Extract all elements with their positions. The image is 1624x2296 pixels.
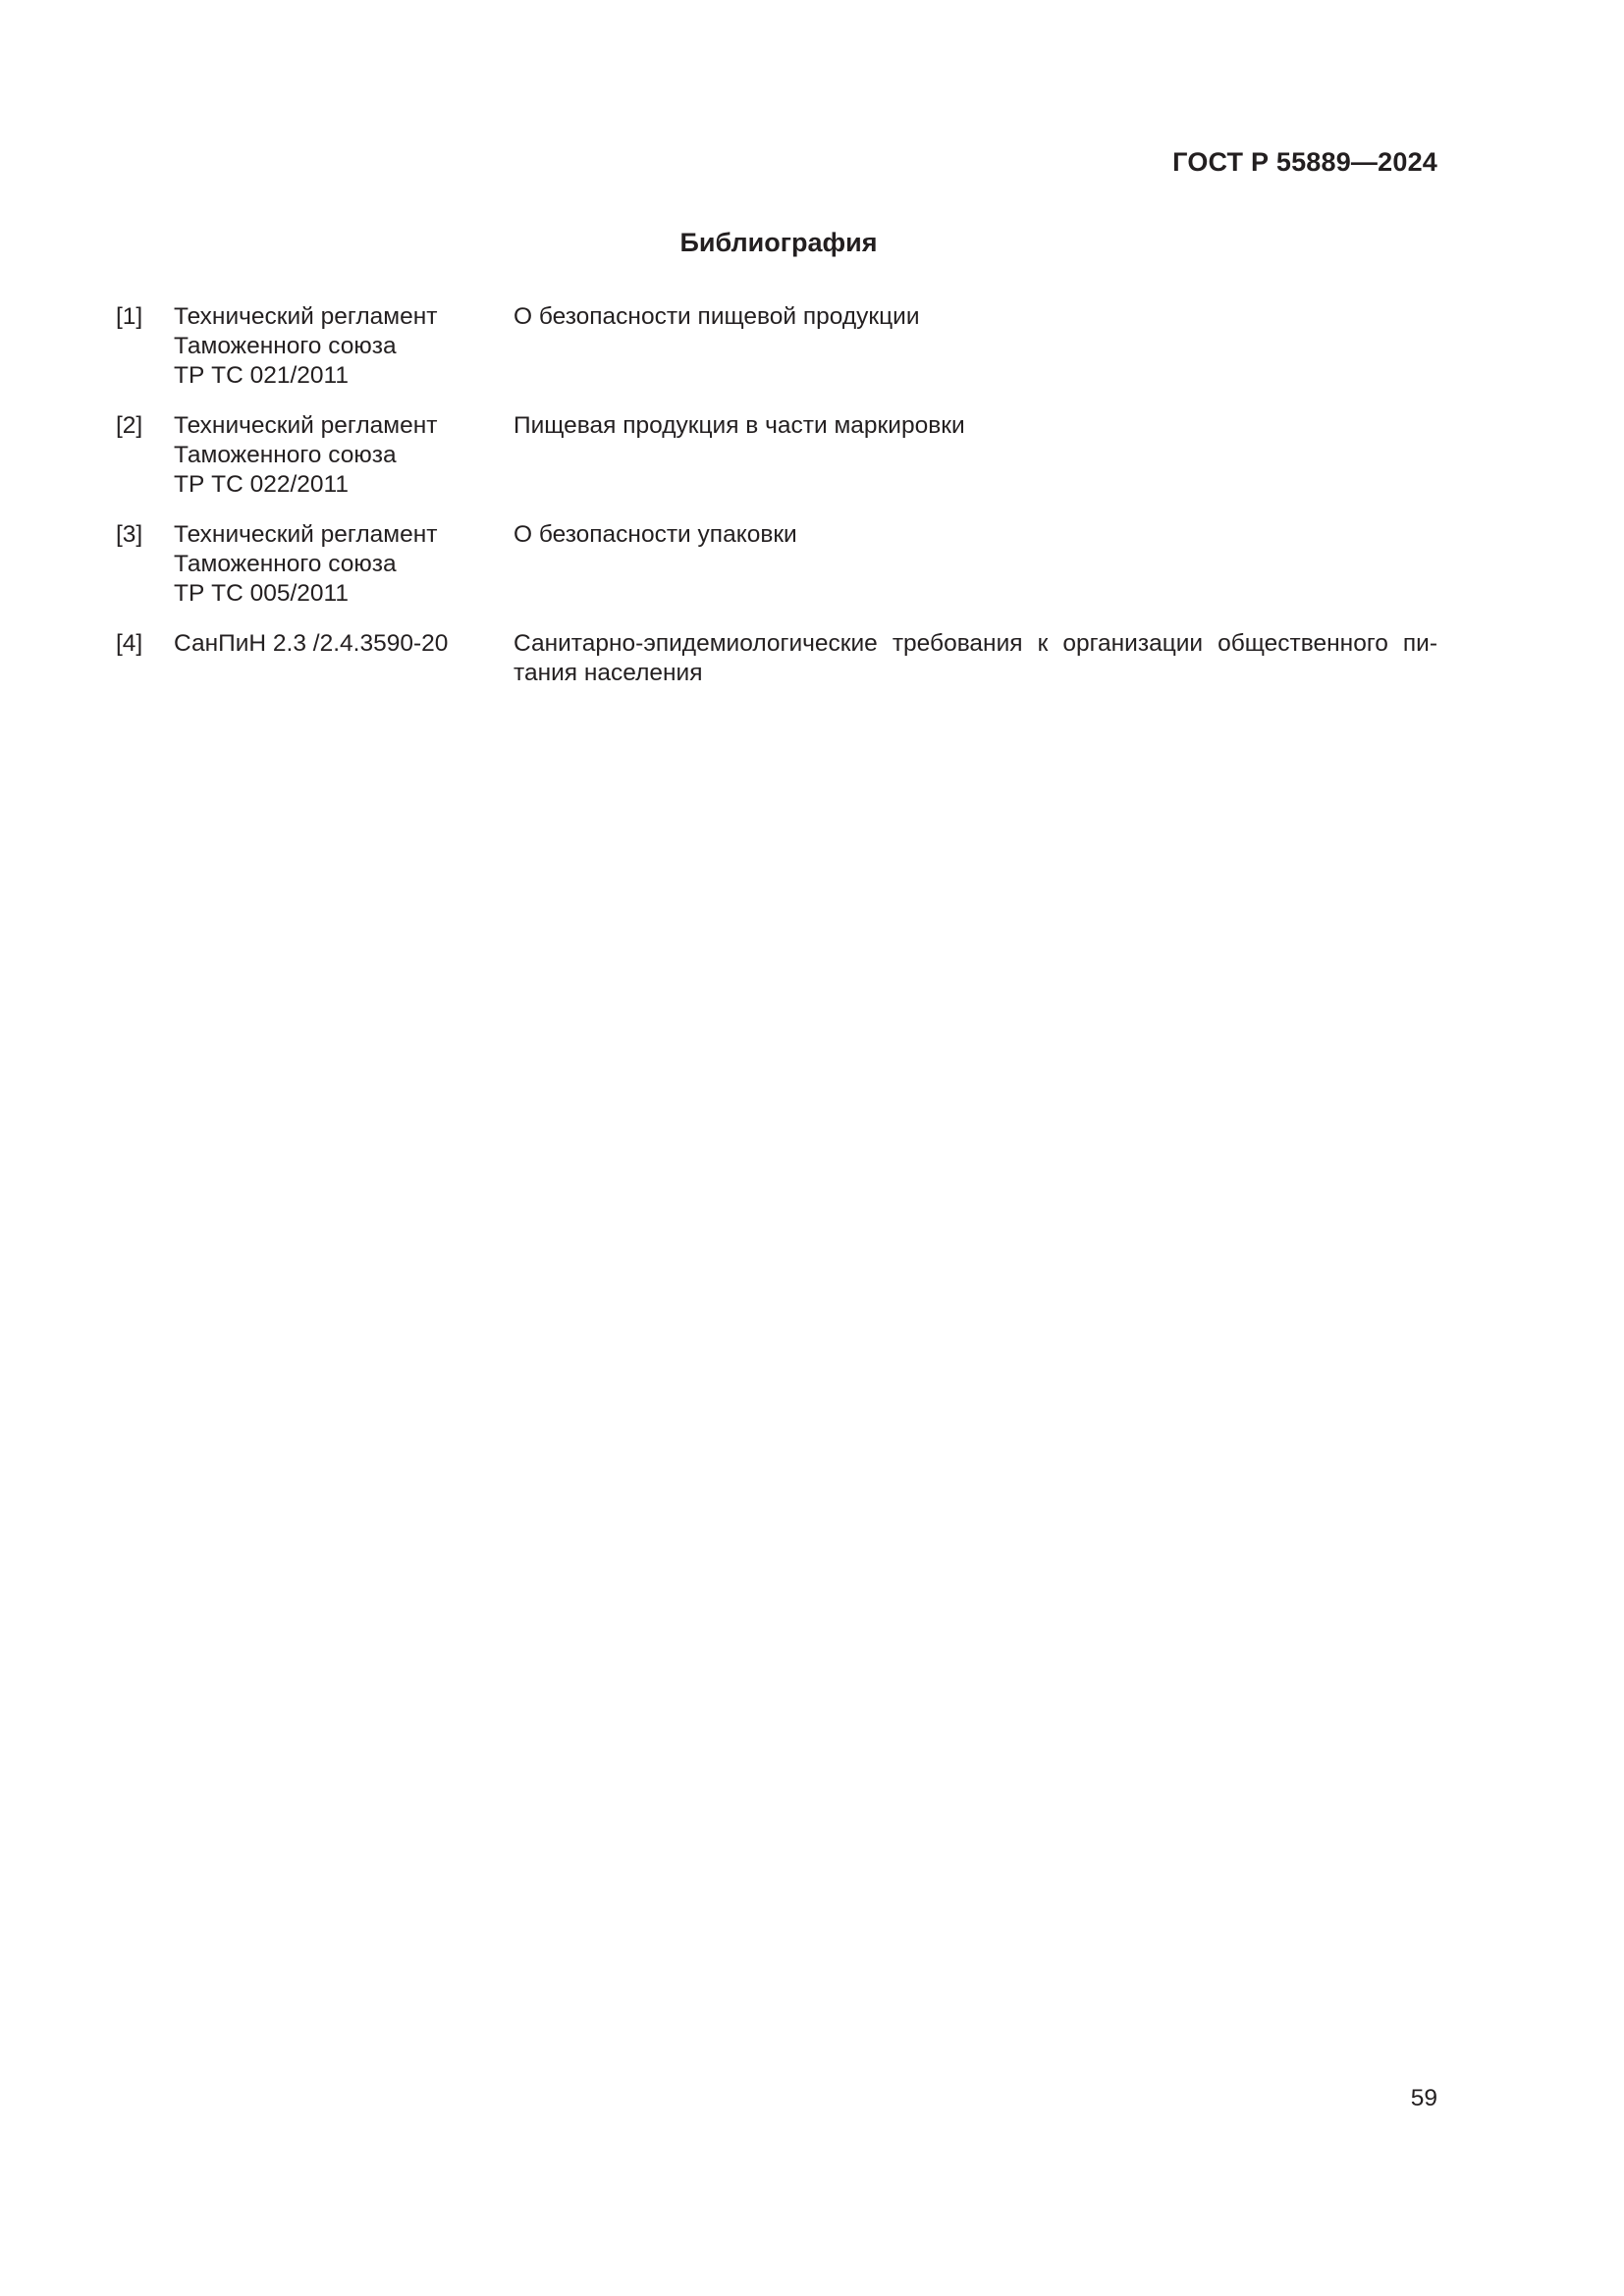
entry-document-line: Технический регламент	[174, 412, 438, 439]
entry-title-line: тания населения	[514, 660, 703, 686]
entry-number: [1]	[116, 303, 143, 330]
entry-title-line: О безопасности пищевой продукции	[514, 303, 920, 330]
entry-title-line: О безопасности упаковки	[514, 521, 797, 548]
entry-number: [2]	[116, 412, 143, 439]
page-header-standard-code: ГОСТ Р 55889—2024	[1172, 147, 1437, 177]
entry-title	[514, 629, 1437, 688]
entry-document	[174, 302, 514, 391]
bibliography-entry	[116, 629, 1437, 688]
entry-document-line: Технический регламент	[174, 521, 438, 548]
entry-document-line: Таможенного союза	[174, 333, 397, 359]
section-title: Библиография	[679, 228, 878, 257]
entry-number: [4]	[116, 630, 143, 657]
entry-title-line: Пищевая продукция в части маркировки	[514, 412, 965, 439]
entry-document	[174, 629, 514, 688]
entry-title	[514, 302, 1437, 391]
bibliography-entry	[116, 520, 1437, 609]
bibliography-entry	[116, 302, 1437, 391]
entry-document-line: СанПиН 2.3 /2.4.3590-20	[174, 630, 449, 657]
entry-number: [3]	[116, 521, 143, 548]
entry-document-line: ТР ТС 021/2011	[174, 362, 349, 389]
entry-document-line: Таможенного союза	[174, 551, 397, 577]
entry-document	[174, 520, 514, 609]
entry-document	[174, 411, 514, 500]
entry-document-line: Технический регламент	[174, 303, 438, 330]
bibliography-entry	[116, 411, 1437, 500]
entry-document-line: ТР ТС 022/2011	[174, 471, 349, 498]
entry-title-line: Санитарно-эпидемиологические требования к организации общественного пи-	[514, 630, 1437, 657]
entry-document-line: ТР ТС 005/2011	[174, 580, 349, 607]
page-number: 59	[1410, 2085, 1437, 2111]
entry-document-line: Таможенного союза	[174, 442, 397, 468]
entry-title	[514, 520, 1437, 609]
bibliography-list	[116, 302, 1437, 709]
entry-title	[514, 411, 1437, 500]
